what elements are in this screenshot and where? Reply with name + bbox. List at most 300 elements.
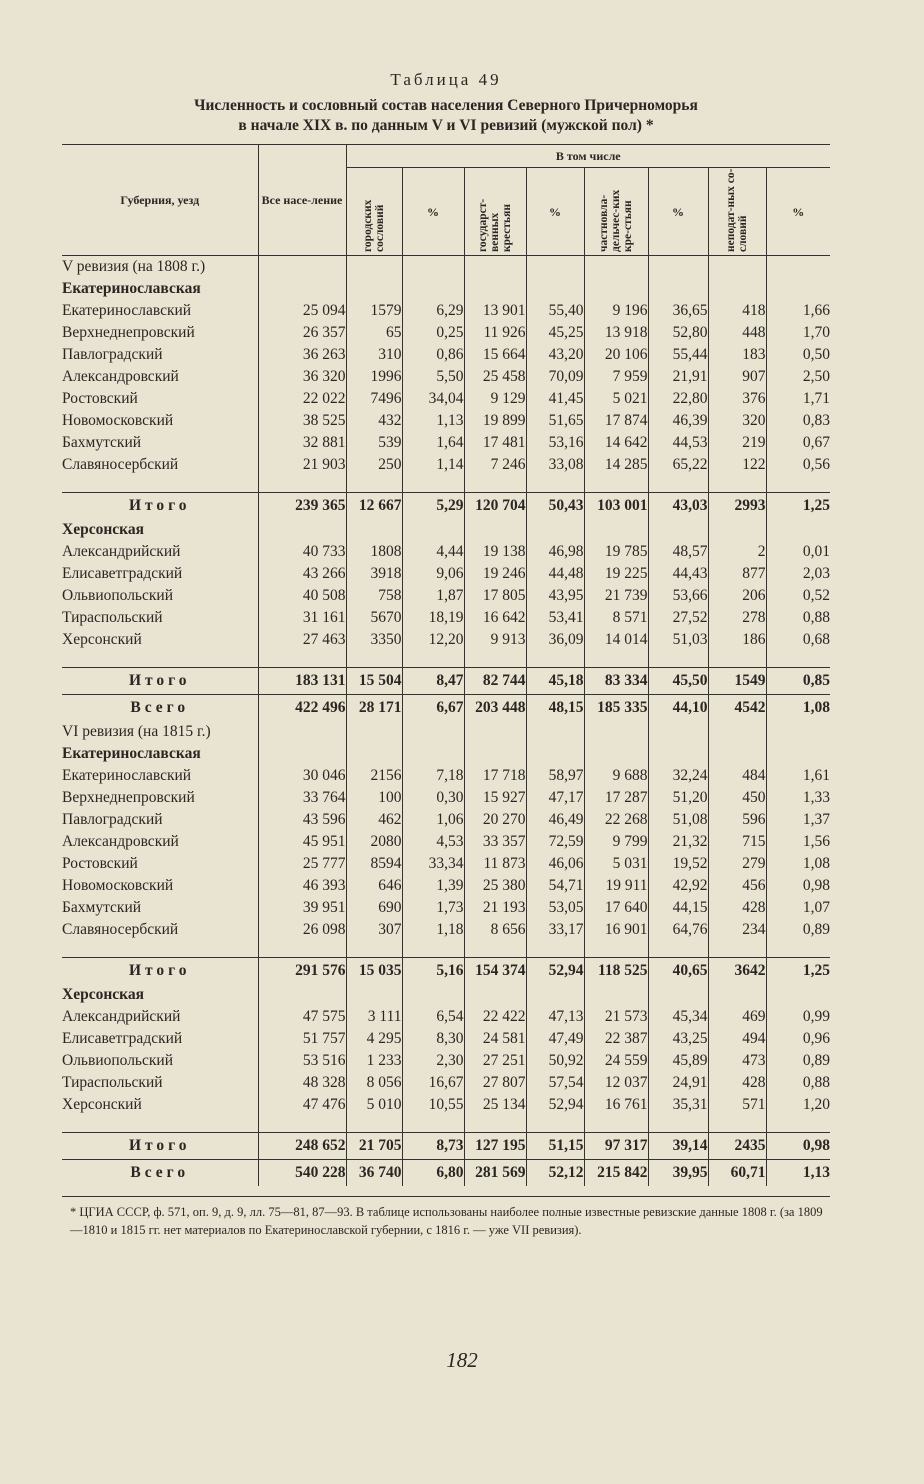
header-city: городских сословий: [362, 199, 386, 252]
value-cell: 43,20: [526, 344, 584, 366]
empty-cell: [648, 984, 708, 1006]
value-cell: 7496: [346, 388, 402, 410]
value-cell: 47 575: [258, 1006, 346, 1028]
value-cell: 40 733: [258, 541, 346, 563]
value-cell: 1579: [346, 300, 402, 322]
value-cell: 3 111: [346, 1006, 402, 1028]
empty-cell: [648, 1116, 708, 1133]
value-cell: 0,56: [766, 454, 830, 476]
value-cell: 21 573: [584, 1006, 648, 1028]
empty-cell: [346, 1116, 402, 1133]
value-cell: 33 764: [258, 787, 346, 809]
empty-cell: [258, 278, 346, 300]
empty-cell: [584, 984, 648, 1006]
uezd-name: Ольвиопольский: [62, 587, 174, 604]
table-row: [62, 629, 830, 651]
value-cell: 14 642: [584, 432, 648, 454]
empty-cell: [346, 721, 402, 743]
empty-cell: [258, 743, 346, 765]
value-cell: 47,49: [526, 1028, 584, 1050]
table-row: [62, 765, 830, 787]
empty-cell: [766, 256, 830, 279]
value-cell: 43,25: [648, 1028, 708, 1050]
value-cell: 36 320: [258, 366, 346, 388]
page-number: 182: [446, 1348, 478, 1372]
value-cell: 46 393: [258, 875, 346, 897]
empty-cell: [464, 941, 526, 958]
value-cell: 907: [708, 366, 766, 388]
table-row: [62, 344, 830, 366]
table-row: [62, 541, 830, 563]
value-cell: 55,44: [648, 344, 708, 366]
empty-cell: [584, 278, 648, 300]
uezd-name: Александровский: [62, 833, 179, 850]
empty-cell: [708, 651, 766, 668]
revision-heading: [62, 721, 830, 743]
value-cell: 27,52: [648, 607, 708, 629]
value-cell: 43 266: [258, 563, 346, 585]
value-cell: 448: [708, 322, 766, 344]
empty-cell: [402, 651, 464, 668]
value-cell: 58,97: [526, 765, 584, 787]
value-cell: 6,80: [402, 1160, 464, 1187]
value-cell: 1808: [346, 541, 402, 563]
empty-cell: [526, 721, 584, 743]
revision-heading-label: VI ревизия (на 1815 г.): [62, 723, 211, 740]
value-cell: 8 056: [346, 1072, 402, 1094]
empty-cell: [766, 278, 830, 300]
value-cell: 52,12: [526, 1160, 584, 1187]
table-row: [62, 366, 830, 388]
value-cell: 234: [708, 919, 766, 941]
value-cell: 55,40: [526, 300, 584, 322]
value-cell: 52,94: [526, 1094, 584, 1116]
value-cell: 31 161: [258, 607, 346, 629]
value-cell: 5,50: [402, 366, 464, 388]
value-cell: 7 246: [464, 454, 526, 476]
value-cell: 462: [346, 809, 402, 831]
value-cell: 19 246: [464, 563, 526, 585]
empty-cell: [346, 941, 402, 958]
value-cell: 0,86: [402, 344, 464, 366]
empty-cell: [62, 651, 258, 668]
empty-cell: [62, 476, 258, 493]
value-cell: 1,73: [402, 897, 464, 919]
value-cell: 1,33: [766, 787, 830, 809]
empty-cell: [526, 651, 584, 668]
value-cell: 0,98: [766, 875, 830, 897]
value-cell: 44,48: [526, 563, 584, 585]
value-cell: 310: [346, 344, 402, 366]
empty-cell: [464, 256, 526, 279]
value-cell: 46,39: [648, 410, 708, 432]
value-cell: 32 881: [258, 432, 346, 454]
empty-cell: [584, 256, 648, 279]
empty-cell: [584, 476, 648, 493]
value-cell: 13 901: [464, 300, 526, 322]
value-cell: 6,54: [402, 1006, 464, 1028]
value-cell: 12 037: [584, 1072, 648, 1094]
value-cell: 428: [708, 1072, 766, 1094]
table-row: [62, 1072, 830, 1094]
value-cell: 25 458: [464, 366, 526, 388]
value-cell: 2156: [346, 765, 402, 787]
value-cell: 12,20: [402, 629, 464, 651]
value-cell: 46,49: [526, 809, 584, 831]
empty-cell: [402, 476, 464, 493]
value-cell: 1,71: [766, 388, 830, 410]
uezd-name: Павлоградский: [62, 811, 163, 828]
value-cell: 1,87: [402, 585, 464, 607]
value-cell: 28 171: [346, 695, 402, 722]
empty-cell: [526, 476, 584, 493]
empty-cell: [766, 941, 830, 958]
value-cell: 2080: [346, 831, 402, 853]
empty-cell: [766, 984, 830, 1006]
uezd-name: Херсонский: [62, 1096, 142, 1113]
value-cell: 279: [708, 853, 766, 875]
empty-cell: [648, 721, 708, 743]
empty-cell: [584, 651, 648, 668]
value-cell: 51,20: [648, 787, 708, 809]
header-region: Губерния, уезд: [62, 145, 258, 256]
value-cell: 16 901: [584, 919, 648, 941]
value-cell: 5,29: [402, 493, 464, 520]
value-cell: 9,06: [402, 563, 464, 585]
value-cell: 100: [346, 787, 402, 809]
empty-cell: [346, 519, 402, 541]
value-cell: 418: [708, 300, 766, 322]
value-cell: 539: [346, 432, 402, 454]
value-cell: 25 094: [258, 300, 346, 322]
value-cell: 239 365: [258, 493, 346, 520]
value-cell: 26 098: [258, 919, 346, 941]
value-cell: 1,08: [766, 695, 830, 722]
empty-cell: [708, 1116, 766, 1133]
value-cell: 12 667: [346, 493, 402, 520]
value-cell: 1,18: [402, 919, 464, 941]
uezd-name: Ростовский: [62, 390, 138, 407]
value-cell: 22 422: [464, 1006, 526, 1028]
empty-cell: [346, 476, 402, 493]
value-cell: 20 106: [584, 344, 648, 366]
value-cell: 54,71: [526, 875, 584, 897]
value-cell: 3642: [708, 958, 766, 985]
grand-total-row: [62, 1160, 830, 1187]
value-cell: 1,61: [766, 765, 830, 787]
value-cell: 0,25: [402, 322, 464, 344]
value-cell: 11 873: [464, 853, 526, 875]
header-city-cell: [346, 168, 402, 256]
value-cell: 281 569: [464, 1160, 526, 1187]
document-page: [62, 70, 830, 1239]
empty-cell: [346, 743, 402, 765]
spacer-row: [62, 1116, 830, 1133]
value-cell: 4542: [708, 695, 766, 722]
uezd-name: Александрийский: [62, 543, 181, 560]
table-row: [62, 875, 830, 897]
value-cell: 1 233: [346, 1050, 402, 1072]
value-cell: 1,08: [766, 853, 830, 875]
gubernia-heading-label: Херсонская: [62, 521, 144, 538]
empty-cell: [464, 721, 526, 743]
value-cell: 278: [708, 607, 766, 629]
header-state: государст-венных крестьян: [477, 198, 513, 252]
gubernia-heading-label: Екатеринославская: [62, 745, 201, 762]
header-private: частновла-дельчес-ких кре-стьян: [598, 189, 634, 252]
table-row: [62, 410, 830, 432]
value-cell: 39,95: [648, 1160, 708, 1187]
empty-cell: [402, 743, 464, 765]
value-cell: 17 287: [584, 787, 648, 809]
table-body: [62, 256, 830, 1187]
empty-cell: [584, 519, 648, 541]
value-cell: 33,17: [526, 919, 584, 941]
value-cell: 5670: [346, 607, 402, 629]
population-table: [62, 145, 830, 1186]
total-label: Итого: [62, 668, 258, 695]
value-cell: 17 481: [464, 432, 526, 454]
value-cell: 715: [708, 831, 766, 853]
value-cell: 0,96: [766, 1028, 830, 1050]
empty-cell: [464, 651, 526, 668]
value-cell: 14 285: [584, 454, 648, 476]
value-cell: 307: [346, 919, 402, 941]
spacer-row: [62, 651, 830, 668]
empty-cell: [402, 256, 464, 279]
value-cell: 27 463: [258, 629, 346, 651]
uezd-name: Верхнеднепровский: [62, 789, 195, 806]
uezd-name: Елисаветградский: [62, 1030, 183, 1047]
value-cell: 120 704: [464, 493, 526, 520]
gubernia-heading: [62, 743, 830, 765]
value-cell: 36 740: [346, 1160, 402, 1187]
value-cell: 19 911: [584, 875, 648, 897]
uezd-name: Ростовский: [62, 855, 138, 872]
value-cell: 51,08: [648, 809, 708, 831]
value-cell: 103 001: [584, 493, 648, 520]
empty-cell: [402, 519, 464, 541]
table-row: [62, 432, 830, 454]
value-cell: 19 138: [464, 541, 526, 563]
table-title-line1: Численность и сословный состав населения Северного Причерноморья: [194, 97, 698, 114]
uezd-name: Верхнеднепровский: [62, 324, 195, 341]
total-label: Итого: [62, 1133, 258, 1160]
table-row: [62, 563, 830, 585]
value-cell: 14 014: [584, 629, 648, 651]
value-cell: 44,15: [648, 897, 708, 919]
value-cell: 70,09: [526, 366, 584, 388]
value-cell: 122: [708, 454, 766, 476]
value-cell: 45,50: [648, 668, 708, 695]
subtotal-row: [62, 1133, 830, 1160]
value-cell: 428: [708, 897, 766, 919]
empty-cell: [346, 984, 402, 1006]
value-cell: 27 251: [464, 1050, 526, 1072]
header-pct-private: %: [648, 168, 708, 256]
value-cell: 4 295: [346, 1028, 402, 1050]
value-cell: 456: [708, 875, 766, 897]
value-cell: 21 903: [258, 454, 346, 476]
uezd-name: Бахмутский: [62, 434, 142, 451]
value-cell: 215 842: [584, 1160, 648, 1187]
value-cell: 0,50: [766, 344, 830, 366]
value-cell: 24 581: [464, 1028, 526, 1050]
value-cell: 376: [708, 388, 766, 410]
header-pct-state: %: [526, 168, 584, 256]
value-cell: 15 664: [464, 344, 526, 366]
value-cell: 291 576: [258, 958, 346, 985]
value-cell: 422 496: [258, 695, 346, 722]
uezd-name: Бахмутский: [62, 899, 142, 916]
value-cell: 21 705: [346, 1133, 402, 1160]
value-cell: 97 317: [584, 1133, 648, 1160]
value-cell: 0,88: [766, 607, 830, 629]
table-row: [62, 1028, 830, 1050]
value-cell: 53,05: [526, 897, 584, 919]
value-cell: 19,52: [648, 853, 708, 875]
value-cell: 46,06: [526, 853, 584, 875]
uezd-name: Александрийский: [62, 1008, 181, 1025]
value-cell: 44,43: [648, 563, 708, 585]
value-cell: 1,37: [766, 809, 830, 831]
value-cell: 32,24: [648, 765, 708, 787]
empty-cell: [346, 651, 402, 668]
value-cell: 5,16: [402, 958, 464, 985]
value-cell: 48 328: [258, 1072, 346, 1094]
value-cell: 42,92: [648, 875, 708, 897]
value-cell: 47,17: [526, 787, 584, 809]
empty-cell: [708, 476, 766, 493]
value-cell: 8,47: [402, 668, 464, 695]
value-cell: 39 951: [258, 897, 346, 919]
value-cell: 0,89: [766, 1050, 830, 1072]
uezd-name: Елисаветградский: [62, 565, 183, 582]
value-cell: 5 021: [584, 388, 648, 410]
value-cell: 4,44: [402, 541, 464, 563]
empty-cell: [464, 476, 526, 493]
table-row: [62, 897, 830, 919]
empty-cell: [464, 278, 526, 300]
value-cell: 494: [708, 1028, 766, 1050]
empty-cell: [766, 1116, 830, 1133]
value-cell: 5 010: [346, 1094, 402, 1116]
value-cell: 8,73: [402, 1133, 464, 1160]
empty-cell: [584, 743, 648, 765]
gubernia-heading-label: Екатеринославская: [62, 280, 201, 297]
value-cell: 34,04: [402, 388, 464, 410]
total-label: Итого: [62, 958, 258, 985]
value-cell: 72,59: [526, 831, 584, 853]
empty-cell: [766, 519, 830, 541]
value-cell: 82 744: [464, 668, 526, 695]
value-cell: 877: [708, 563, 766, 585]
empty-cell: [526, 519, 584, 541]
table-row: [62, 300, 830, 322]
value-cell: 45,34: [648, 1006, 708, 1028]
value-cell: 10,55: [402, 1094, 464, 1116]
value-cell: 450: [708, 787, 766, 809]
value-cell: 1,56: [766, 831, 830, 853]
empty-cell: [402, 984, 464, 1006]
value-cell: 17 718: [464, 765, 526, 787]
empty-cell: [708, 519, 766, 541]
header-state-cell: [464, 168, 526, 256]
value-cell: 43 596: [258, 809, 346, 831]
value-cell: 25 134: [464, 1094, 526, 1116]
value-cell: 0,98: [766, 1133, 830, 1160]
value-cell: 39,14: [648, 1133, 708, 1160]
spacer-row: [62, 941, 830, 958]
spacer-row: [62, 476, 830, 493]
empty-cell: [62, 1116, 258, 1133]
value-cell: 1,06: [402, 809, 464, 831]
value-cell: 50,43: [526, 493, 584, 520]
value-cell: 248 652: [258, 1133, 346, 1160]
empty-cell: [258, 1116, 346, 1133]
value-cell: 22,80: [648, 388, 708, 410]
table-row: [62, 322, 830, 344]
value-cell: 15 035: [346, 958, 402, 985]
empty-cell: [258, 256, 346, 279]
value-cell: 469: [708, 1006, 766, 1028]
table-row: [62, 1006, 830, 1028]
uezd-name: Новомосковский: [62, 877, 174, 894]
value-cell: 16,67: [402, 1072, 464, 1094]
value-cell: 22 022: [258, 388, 346, 410]
empty-cell: [402, 1116, 464, 1133]
value-cell: 0,99: [766, 1006, 830, 1028]
value-cell: 646: [346, 875, 402, 897]
empty-cell: [708, 743, 766, 765]
value-cell: 5 031: [584, 853, 648, 875]
empty-cell: [346, 256, 402, 279]
empty-cell: [648, 476, 708, 493]
empty-cell: [766, 651, 830, 668]
uezd-name: Александровский: [62, 368, 179, 385]
empty-cell: [708, 941, 766, 958]
value-cell: 36,09: [526, 629, 584, 651]
value-cell: 1,13: [766, 1160, 830, 1187]
value-cell: 432: [346, 410, 402, 432]
uezd-name: Херсонский: [62, 631, 142, 648]
value-cell: 45,18: [526, 668, 584, 695]
empty-cell: [766, 743, 830, 765]
value-cell: 19 785: [584, 541, 648, 563]
value-cell: 1,70: [766, 322, 830, 344]
table-row: [62, 787, 830, 809]
value-cell: 690: [346, 897, 402, 919]
value-cell: 18,19: [402, 607, 464, 629]
value-cell: 83 334: [584, 668, 648, 695]
value-cell: 22 268: [584, 809, 648, 831]
value-cell: 48,15: [526, 695, 584, 722]
total-label: Итого: [62, 493, 258, 520]
value-cell: 4,53: [402, 831, 464, 853]
uezd-name: Славяносербский: [62, 456, 179, 473]
value-cell: 9 129: [464, 388, 526, 410]
subtotal-row: [62, 493, 830, 520]
value-cell: 8 656: [464, 919, 526, 941]
uezd-name: Тираспольский: [62, 609, 163, 626]
value-cell: 24 559: [584, 1050, 648, 1072]
value-cell: 48,57: [648, 541, 708, 563]
value-cell: 65: [346, 322, 402, 344]
value-cell: 25 380: [464, 875, 526, 897]
value-cell: 33,34: [402, 853, 464, 875]
value-cell: 0,89: [766, 919, 830, 941]
value-cell: 473: [708, 1050, 766, 1072]
